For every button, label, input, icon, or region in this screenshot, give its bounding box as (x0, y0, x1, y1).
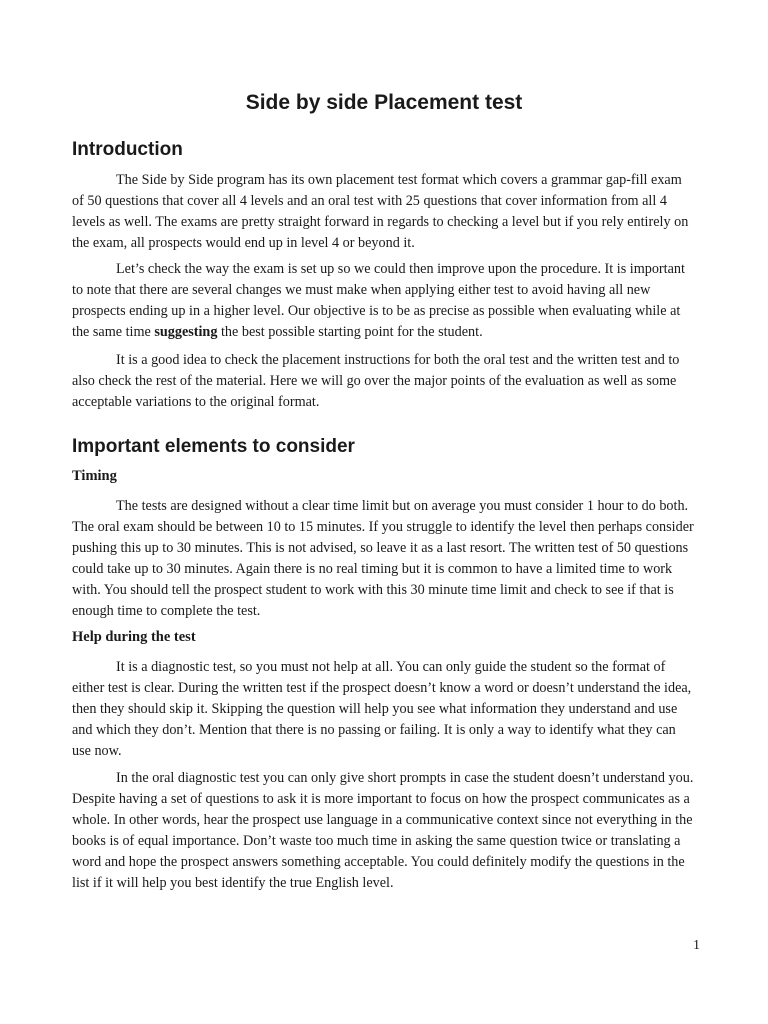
emphasis-suggesting: suggesting (154, 324, 218, 340)
paragraph-introduction-2-text-b: the best possible starting point for the student. (217, 324, 483, 340)
heading-introduction: Introduction (72, 139, 183, 160)
paragraph-help-1: It is a diagnostic test, so you must not help at all. You can only guide the student so the format of either test is clear. During the written test if the prospect doesn’t know a word or doesn’t understand the idea, then they should skip it. Skipping the question will help you see what information they understand and use and which they don’t. Mention that there is no passing or failing. It is only a way to identify what they can use now. (72, 659, 692, 759)
paragraph-introduction-3: It is a good idea to check the placement instructions for both the oral test and the written test and to also check the rest of the material. Here we will go over the major points of the evaluation as well as some acceptable variations to the original format. (72, 352, 680, 410)
paragraph-help-2: In the oral diagnostic test you can only give short prompts in case the student doesn’t understand you. Despite having a set of questions to ask it is more important to focus on how the prospect communicates as a whole. In other words, hear the prospect use language in a communicative context since not everything in the books is of equal importance. Don’t waste too much time in asking the same question twice or translating a word and hope the prospect answers something acceptable. You could definitely modify the questions in the list if it will help you best identify the true English level. (72, 770, 694, 891)
subheading-timing: Timing (72, 468, 117, 484)
paragraph-introduction-1: The Side by Side program has its own placement test format which covers a grammar gap-fill exam of 50 questions that cover all 4 levels and an oral test with 25 questions that cover information from all 4 levels as well. The exams are pretty straight forward in regards to checking a level but if you rely entirely on the exam, all prospects would end up in level 4 or beyond it. (72, 172, 689, 251)
paragraph-introduction-2-text-a: Let’s check the way the exam is set up so we could then improve upon the procedure. It is important to note that there are several changes we must make when applying either test to avoid having all new prospects ending up in a higher level. Our objective is to be as precise as possible when evaluating while at the same time (72, 261, 685, 340)
heading-important-elements: Important elements to consider (72, 436, 355, 457)
page-number: 1 (693, 938, 700, 953)
paragraph-timing: The tests are designed without a clear time limit but on average you must consider 1 hour to do both. The oral exam should be between 10 to 15 minutes. If you struggle to identify the level then perhaps consider pushing this up to 30 minutes. This is not advised, so leave it as a last resort. The written test of 50 questions could take up to 30 minutes. Again there is no real timing but it is common to have a limited time to work with. You should tell the prospect student to work with this 30 minute time limit and check to see if that is enough time to complete the test. (72, 498, 694, 619)
paragraph-introduction-2 (72, 259, 696, 343)
subheading-help-during-test: Help during the test (72, 629, 196, 645)
document-title: Side by side Placement test (245, 91, 523, 114)
